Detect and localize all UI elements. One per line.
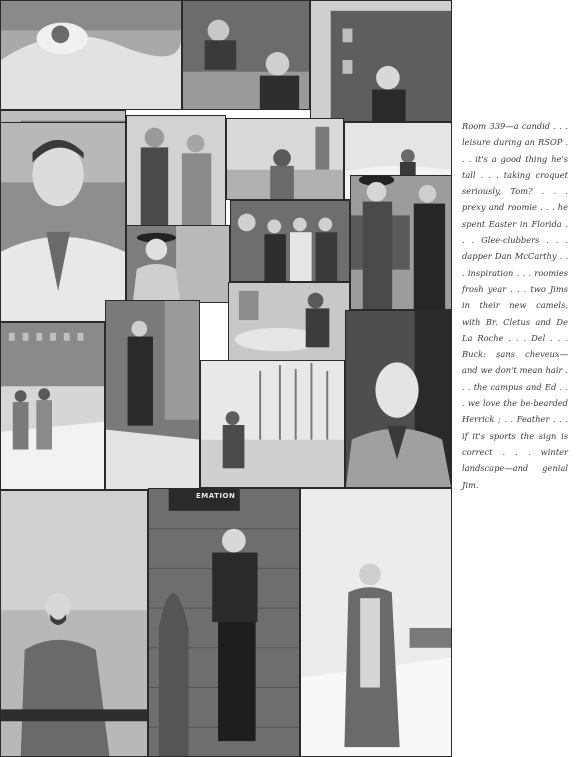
photo-glee-clubbers bbox=[230, 200, 350, 282]
photo-leisure-rsop bbox=[182, 0, 310, 110]
photo-tall-student-building bbox=[310, 0, 452, 122]
photo-caption: Room 339—a candid . . . leisure during an RSOP . . . it's a good thing he's tall . . . taking croquet seriously, Tom? . . . prexy and roomie . . . he spent Easter in Florida . . . Glee-clubbers . . . dapper Dan McCarthy . . . inspiration . . . roomies frosh year . . . two Jims in their new camels, with Br. Cletus and De La Roche . . . Del . . . Buck: sans cheveux—and we don't mean hair . . . the campus and Ed . . . we love the be-bearded Herrick ; . . Feather . . . if it's sports the sign is correct . . . winter landscape—and genial Jim. bbox=[462, 121, 568, 490]
photo-feather-sign bbox=[148, 488, 300, 757]
photo-campus-tower bbox=[226, 118, 344, 200]
photo-bearded-herrick bbox=[0, 490, 148, 757]
photo-buck bbox=[345, 310, 452, 488]
photo-prexy-roomie bbox=[350, 175, 452, 310]
photo-inspiration bbox=[228, 282, 350, 362]
photo-dapper-dan bbox=[126, 225, 230, 303]
photo-croquet bbox=[126, 115, 226, 227]
photo-del-winter-trees bbox=[200, 360, 345, 488]
photo-roomies-frosh-year bbox=[0, 322, 105, 490]
sign-text: EMATION bbox=[196, 492, 236, 500]
photo-room-339-bed bbox=[0, 0, 182, 110]
photo-portrait-tom bbox=[0, 122, 126, 322]
photo-two-jims bbox=[105, 300, 200, 490]
photo-genial-jim bbox=[300, 488, 452, 757]
